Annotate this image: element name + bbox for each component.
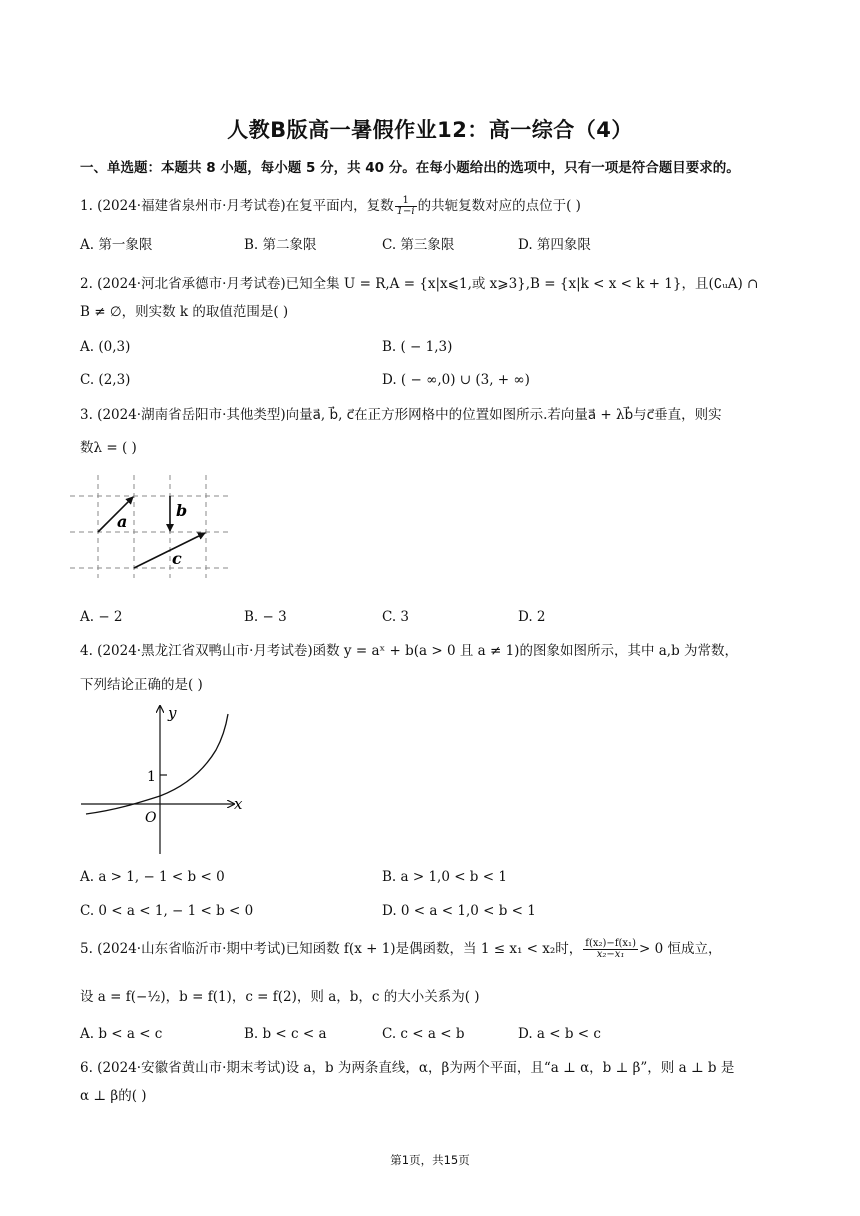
question-4-option-b: B. a > 1,0 < b < 1 <box>382 869 507 885</box>
origin-label: O <box>145 810 157 826</box>
question-5-line-2-end: ，b = f(1)，c = f(2)，则 a，b，c 的大小关系为( ) <box>165 989 480 1005</box>
question-1-text <box>80 196 581 217</box>
vector-grid-figure <box>70 470 235 580</box>
question-1-stem-end: 的共轭复数对应的点位于( ) <box>417 198 581 214</box>
vector-c-label: c <box>172 549 182 568</box>
question-5-stem-end: > 0 恒成立， <box>638 941 722 957</box>
question-2-option-b: B. ( − 1,3) <box>382 339 453 355</box>
question-3-line-1: 3. (2024·湖南省岳阳市·其他类型)向量a⃗, b⃗, c⃗在正方形网格中的位置如图所示.若向量a⃗ + λb⃗与c⃗垂直，则实 <box>80 407 722 423</box>
question-5-stem: 5. (2024·山东省临沂市·期中考试)已知函数 f(x + 1)是偶函数，当 1 ≤ x₁ < x₂时， <box>80 941 583 957</box>
question-4-option-a: A. a > 1, − 1 < b < 0 <box>80 869 225 885</box>
question-5-line-1 <box>80 939 721 960</box>
question-6-line-1: 6. (2024·安徽省黄山市·期末考试)设 a，b 为两条直线，α，β为两个平面，且“a ⊥ α，b ⊥ β”，则 a ⊥ b 是 <box>80 1060 735 1076</box>
vector-b-label: b <box>176 501 188 520</box>
question-2-line-1: 2. (2024·河北省承德市·月考试卷)已知全集 U = R,A = {x|x⩽1,或 x⩾3},B = {x|k < x < k + 1}，且(∁ᵤA) ∩ <box>80 276 759 292</box>
question-5-option-c: C. c < a < b <box>382 1026 465 1042</box>
question-5-line-2-start: 设 a = f <box>80 989 131 1005</box>
question-3-option-d: D. 2 <box>518 609 546 625</box>
fraction-denominator: 1−i <box>396 206 415 217</box>
function-curve <box>86 714 228 814</box>
y-tick-one-label: 1 <box>147 769 156 785</box>
question-1-option-a: A. 第一象限 <box>80 237 153 253</box>
page-title: 人教B版高一暑假作业12：高一综合（4） <box>227 118 633 142</box>
question-5-argument: (−½) <box>130 989 166 1005</box>
question-2-option-c: C. (2,3) <box>80 372 131 388</box>
grid-lines <box>70 475 230 578</box>
question-1-option-d: D. 第四象限 <box>518 237 591 253</box>
question-4-option-d: D. 0 < a < 1,0 < b < 1 <box>382 903 536 919</box>
question-1-stem: 1. (2024·福建省泉州市·月考试卷)在复平面内，复数 <box>80 198 394 214</box>
question-5-option-a: A. b < a < c <box>80 1026 163 1042</box>
vector-a-arrow <box>98 497 133 532</box>
fraction-numerator: f(x₂)−f(x₁) <box>585 938 636 949</box>
question-6-line-2: α ⊥ β的( ) <box>80 1088 147 1104</box>
vector-a-label: a <box>117 512 128 531</box>
question-3-option-a: A. − 2 <box>80 609 123 625</box>
x-axis-label: x <box>234 795 243 813</box>
fraction-numerator: 1 <box>395 196 417 207</box>
question-3-option-b: B. − 3 <box>244 609 287 625</box>
question-4-line-2: 下列结论正确的是( ) <box>80 677 203 693</box>
question-5-option-d: D. a < b < c <box>518 1026 601 1042</box>
question-5-fraction <box>583 939 638 960</box>
question-2-option-a: A. (0,3) <box>80 339 131 355</box>
fraction-denominator: x₂−x₁ <box>596 949 625 960</box>
question-3-line-2: 数λ = ( ) <box>80 440 137 456</box>
section-heading: 一、单选题：本题共 8 小题，每小题 5 分，共 40 分。在每小题给出的选项中，只有一项是符合题目要求的。 <box>80 160 740 176</box>
question-1-option-b: B. 第二象限 <box>244 237 317 253</box>
question-1-option-c: C. 第三象限 <box>382 237 455 253</box>
question-2-line-2: B ≠ ∅，则实数 k 的取值范围是( ) <box>80 304 289 320</box>
question-3-option-c: C. 3 <box>382 609 410 625</box>
exponential-graph-figure <box>76 700 246 858</box>
question-5-line-2 <box>80 988 480 1006</box>
question-4-line-1: 4. (2024·黑龙江省双鸭山市·月考试卷)函数 y = aˣ + b(a > 0 且 a ≠ 1)的图象如图所示，其中 a,b 为常数， <box>80 643 739 659</box>
question-1-fraction <box>395 196 417 217</box>
question-5-option-b: B. b < c < a <box>244 1026 327 1042</box>
question-2-option-d: D. ( − ∞,0) ∪ (3, + ∞) <box>382 372 530 388</box>
question-4-option-c: C. 0 < a < 1, − 1 < b < 0 <box>80 903 254 919</box>
y-axis-label: y <box>168 704 177 722</box>
page-footer: 第1页，共15页 <box>390 1153 470 1167</box>
